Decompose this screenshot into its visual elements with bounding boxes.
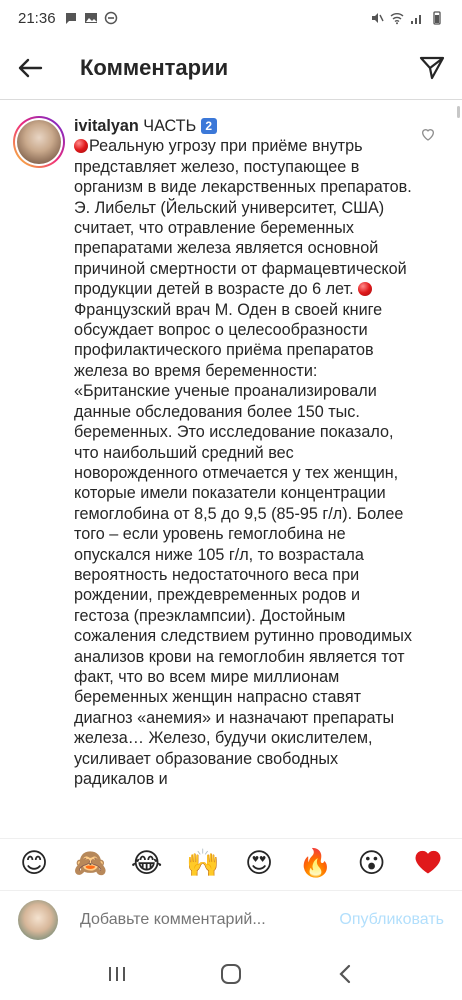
- emoji-raised-hands[interactable]: 🙌: [186, 848, 220, 879]
- part-label: ЧАСТЬ: [143, 117, 197, 135]
- status-time: 21:36: [18, 9, 56, 27]
- comment-body: [74, 116, 414, 789]
- emoji-see-no-evil[interactable]: 🙈: [73, 848, 108, 879]
- recent-apps-button[interactable]: [97, 954, 137, 994]
- chat-icon: [64, 11, 78, 25]
- heart-outline-icon: [420, 126, 436, 142]
- publish-button[interactable]: Опубликовать: [339, 910, 444, 928]
- image-icon: [84, 11, 98, 25]
- signal-icon: [410, 11, 424, 25]
- page-title: Комментарии: [80, 54, 229, 80]
- wifi-icon: [390, 11, 404, 25]
- avatar[interactable]: [13, 116, 65, 168]
- red-circle-icon: [74, 139, 88, 153]
- battery-icon: [430, 11, 444, 25]
- status-notification-icons: [64, 11, 118, 25]
- back-button[interactable]: [0, 36, 60, 100]
- status-bar: [0, 0, 462, 36]
- comment-text-1: Реальную угрозу при приёме внутрь представляет железо, поступающее в организм в виде лекарственных препаратов. Э. Либельт (Йельский университет, США) считает, что отравление беременных препаратами железа является основной причиной смертности от фармацевтической продукции детей в возрасте до 6 лет.: [74, 137, 412, 299]
- emoji-heart-eyes[interactable]: 😍: [245, 848, 274, 879]
- emoji-quick-bar: [0, 838, 462, 888]
- emoji-red-heart[interactable]: [408, 847, 448, 880]
- part-number-badge: 2: [201, 118, 217, 134]
- comment-input[interactable]: [80, 911, 305, 929]
- emoji-fire[interactable]: 🔥: [298, 848, 333, 879]
- home-icon: [220, 963, 242, 985]
- comment-text-2: Французский врач М. Оден в своей книге обсуждает вопрос о целесообразности профилактического приёма препаратов железа во время беременности: «Британские ученые проанализировали данные обследования более 150 тыс. беременных. Это исследование показало, что наибольший средний вес новорожденного отмечается у тех женщин, которые имели показатели концентрации гемоглобина от 8,5 до 9,5 (85-95 г/л). Более того – если уровень гемоглобина не опускался ниже 105 г/л, то возрастала вероятность недостаточного веса при рождении, преждевременных родов и гестоза (преэклампсии). Достойным сожаления следствием рутинно проводимых анализов крови на гемоглобин является тот факт, что во всем мире миллионам беременных женщин напрасно ставят диагноз «анемия» и назначают препараты железа… Железо, будучи окислителем, усиливает образование свободных радикалов и: [74, 300, 412, 788]
- minus-circle-icon: [104, 11, 118, 25]
- emoji-open-mouth[interactable]: 😮: [357, 848, 386, 879]
- emoji-joy[interactable]: 😂: [130, 848, 163, 879]
- paper-plane-icon: [419, 55, 445, 81]
- red-circle-icon: [358, 282, 372, 296]
- status-system-icons: [370, 11, 444, 25]
- comment-username[interactable]: ivitalyan: [74, 117, 139, 135]
- home-button[interactable]: [211, 954, 251, 994]
- system-back-button[interactable]: [325, 954, 365, 994]
- recent-apps-icon: [107, 965, 127, 983]
- red-heart-icon: [413, 847, 443, 875]
- system-nav-bar: [0, 948, 462, 1000]
- like-comment-button[interactable]: [420, 126, 440, 146]
- arrow-left-icon: [17, 58, 43, 78]
- emoji-smile[interactable]: 😊: [20, 848, 49, 879]
- mute-icon: [370, 11, 384, 25]
- comment-input-row: [0, 890, 462, 948]
- current-user-avatar: [18, 900, 58, 940]
- chevron-left-icon: [338, 964, 352, 984]
- app-header: [0, 36, 462, 100]
- share-button[interactable]: [402, 36, 462, 100]
- comment-item: [0, 110, 462, 835]
- avatar-photo: [17, 120, 61, 164]
